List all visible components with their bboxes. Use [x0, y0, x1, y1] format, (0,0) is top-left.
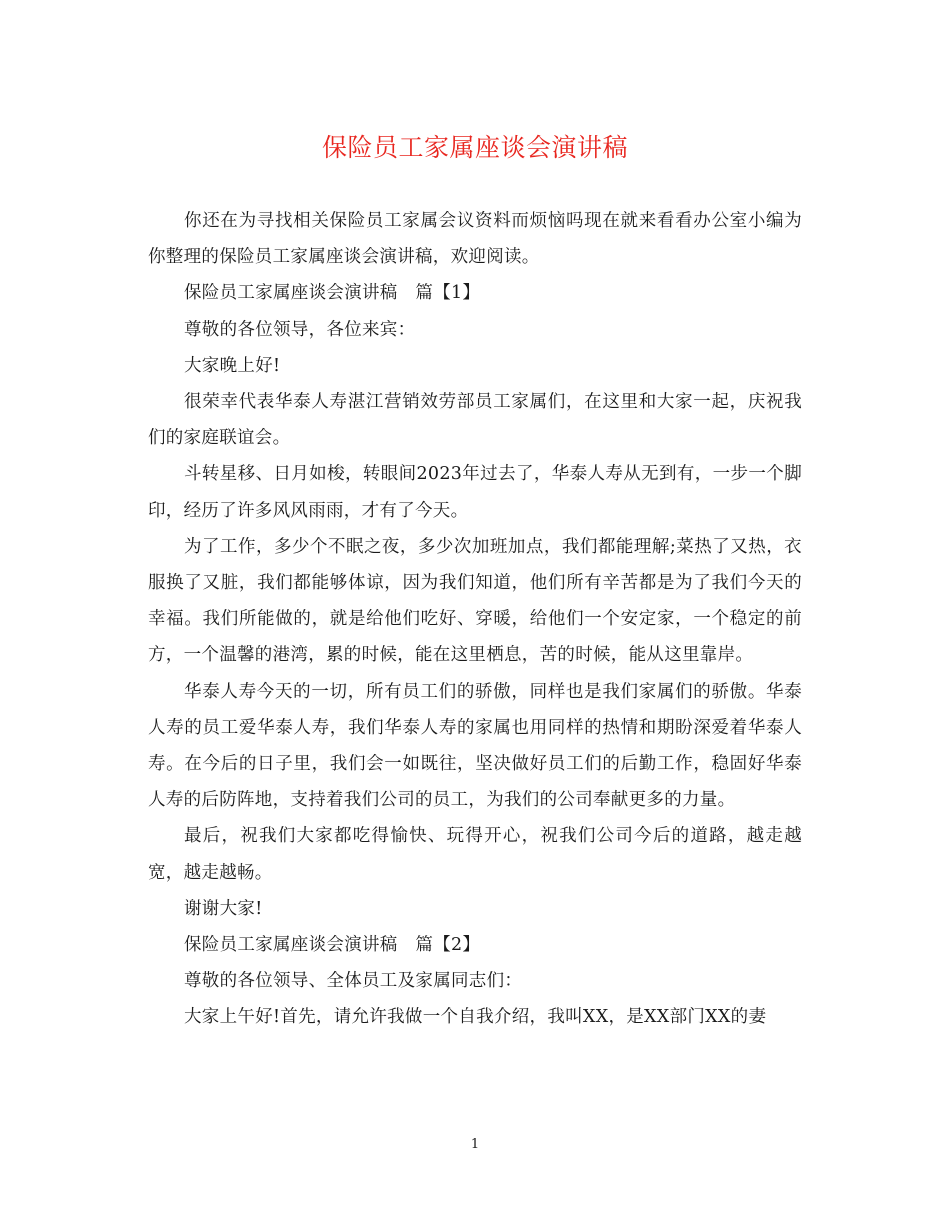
paragraph-intro: 你还在为寻找相关保险员工家属会议资料而烦恼吗现在就来看看办公室小编为你整理的保险员工家属座谈会演讲稿，欢迎阅读。	[148, 211, 802, 268]
closing-thanks: 谢谢大家!	[184, 898, 263, 919]
salutation: 尊敬的各位领导、全体员工及家属同志们：	[184, 971, 523, 992]
paragraph: 华泰人寿今天的一切，所有员工们的骄傲，同样也是我们家属们的骄傲。华泰人寿的员工爱华泰人寿，我们华泰人寿的家属也用同样的热情和期盼深爱着华泰人寿。在今后的日子里，我们会一如既往，坚决做好员工们的后勤工作，稳固好华泰人寿的后防阵地，支持着我们公司的员工，为我们的公司奉献更多的力量。	[148, 681, 802, 811]
paragraph: 斗转星移、日月如梭，转眼间2023年过去了，华泰人寿从无到有，一步一个脚印，经历了许多风风雨雨，才有了今天。	[148, 464, 802, 521]
section-heading-2: 保险员工家属座谈会演讲稿 篇【2】	[184, 935, 481, 956]
paragraph: 为了工作，多少个不眠之夜，多少次加班加点，我们都能理解;菜热了又热，衣服换了又脏，我们都能够体谅，因为我们知道，他们所有辛苦都是为了我们今天的幸福。我们所能做的，就是给他们吃好、穿暖，给他们一个安定家，一个稳定的前方，一个温馨的港湾，累的时候，能在这里栖息，苦的时候，能从这里靠岸。	[148, 536, 802, 666]
salutation: 尊敬的各位领导，各位来宾：	[184, 319, 416, 340]
page-number: 1	[470, 1137, 480, 1152]
paragraph: 最后，祝我们大家都吃得愉快、玩得开心，祝我们公司今后的道路，越走越宽，越走越畅。	[148, 826, 802, 883]
greeting: 大家晚上好!	[184, 355, 281, 376]
document-body	[148, 203, 802, 1036]
paragraph: 大家上午好!首先，请允许我做一个自我介绍，我叫XX，是XX部门XX的妻	[184, 1007, 767, 1028]
section-heading-1: 保险员工家属座谈会演讲稿 篇【1】	[184, 283, 481, 304]
document-title: 保险员工家属座谈会演讲稿	[321, 133, 628, 162]
paragraph: 很荣幸代表华泰人寿湛江营销效劳部员工家属们，在这里和大家一起，庆祝我们的家庭联谊会。	[148, 392, 802, 449]
